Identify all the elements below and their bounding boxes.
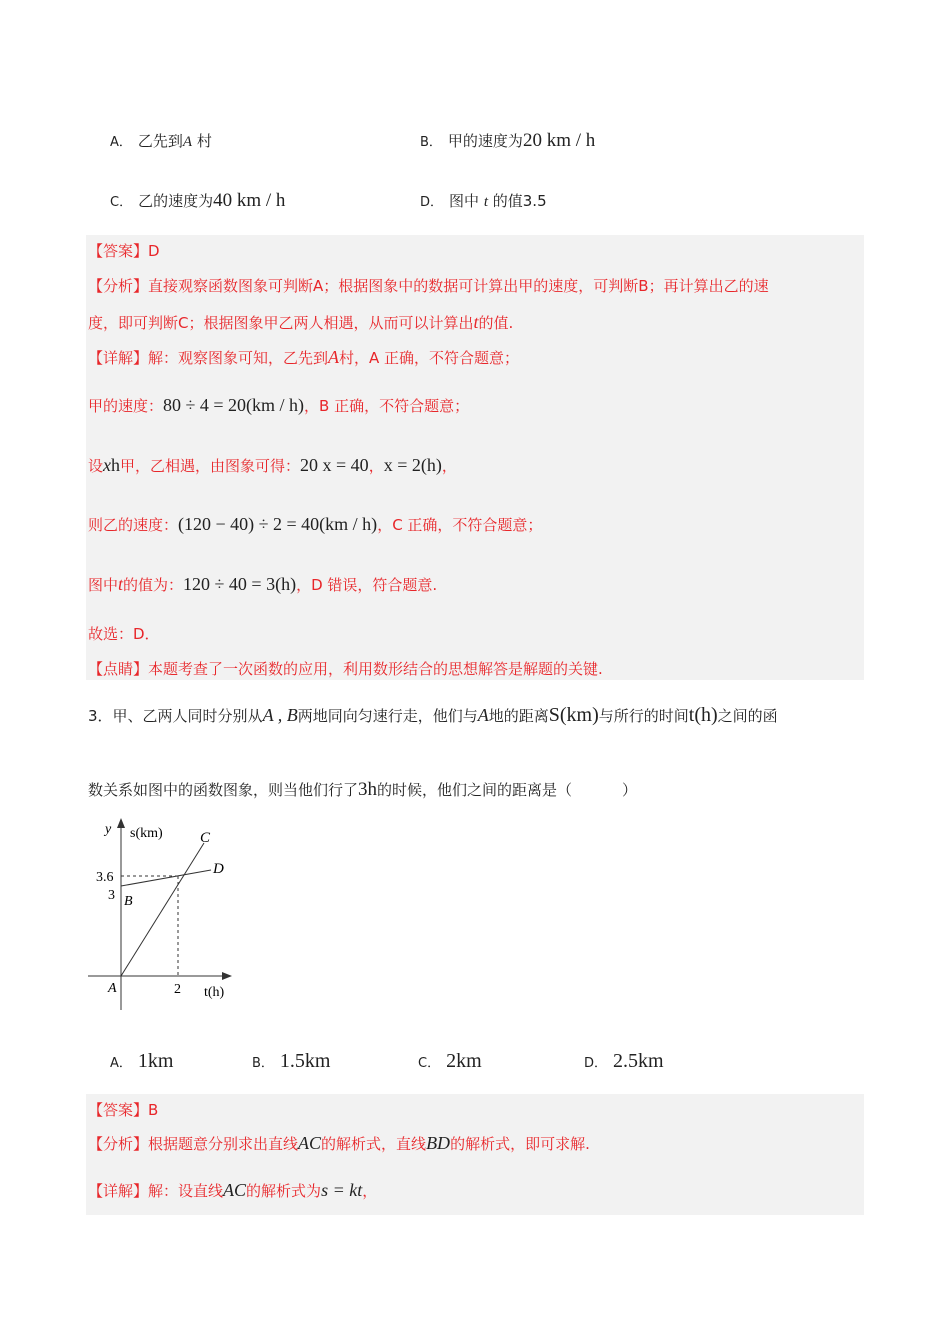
stem-var: A , B [262, 705, 298, 725]
detail-text: 的值为： [123, 576, 184, 594]
analysis-text: 的解析式，即可求解. [450, 1135, 590, 1153]
answer-tag: 【答案】 [88, 242, 149, 260]
detail-tag: 【详解】 [88, 349, 149, 367]
option-c [110, 190, 285, 212]
stem-math: 3h [358, 779, 378, 800]
choice-text: 故选：D． [88, 625, 160, 643]
analysis-var: BD [426, 1133, 451, 1153]
option-label: B． [252, 1056, 274, 1071]
answer-tag: 【答案】 [88, 1101, 149, 1119]
q3-option-d [584, 1050, 664, 1073]
option-label: A． [110, 1056, 132, 1071]
detail-line-3: 设xh甲，乙相遇，由图象可得：20 x = 40，x = 2(h)， [88, 455, 457, 475]
detail-line-1 [88, 347, 519, 368]
option-label: D． [420, 195, 444, 210]
option-math: 40 km / h [213, 190, 286, 211]
detail-text: ，C 正确，不符合题意； [377, 516, 543, 534]
point-a-label: A [108, 981, 117, 996]
detail-text: 甲的速度： [88, 397, 164, 415]
option-label: C． [418, 1056, 441, 1071]
question-number: 3． [88, 707, 113, 725]
option-d [420, 190, 547, 211]
detail-var: AC [223, 1180, 247, 1200]
q3-option-a [110, 1050, 173, 1073]
analysis-tag: 【分析】 [88, 1135, 149, 1153]
detail-text: 村，A 正确，不符合题意； [339, 349, 520, 367]
detail-tag: 【详解】 [88, 1182, 149, 1200]
analysis-text: 的值. [478, 314, 514, 332]
analysis-text: 直接观察函数图象可判断A；根据图象中的数据可计算出甲的速度，可判断B；再计算出乙的速 [148, 277, 769, 295]
detail-math: s = kt [321, 1180, 363, 1200]
option-label: B． [420, 135, 442, 150]
analysis-var: AC [298, 1133, 322, 1153]
q3-analysis-line [88, 1133, 590, 1154]
t-label: t(h) [204, 985, 225, 1000]
analysis-text: 根据题意分别求出直线 [148, 1135, 299, 1153]
option-text: 乙的速度为 [138, 192, 214, 210]
option-b [420, 130, 595, 152]
q3-detail-line [88, 1180, 377, 1201]
detail-line-2 [88, 395, 469, 416]
y-label: y [105, 822, 112, 837]
detail-text: ，B 正确，不符合题意； [304, 397, 470, 415]
detail-text: 则乙的速度： [88, 516, 179, 534]
analysis-text: 的解析式，直线 [321, 1135, 427, 1153]
line-ac [121, 843, 204, 976]
tick-3: 3 [108, 888, 115, 903]
q3-option-c [418, 1050, 482, 1073]
q3-option-b [252, 1050, 330, 1073]
detail-math: x = 2(h) [383, 455, 442, 475]
point-b-label: B [124, 894, 133, 909]
detail-line-4 [88, 514, 542, 535]
stem-text: ） [622, 781, 638, 799]
function-graph [86, 815, 246, 1015]
detail-text: 的解析式为 [246, 1182, 322, 1200]
answer-value: B [148, 1101, 159, 1119]
detail-text: 甲，乙相遇，由图象可得： [120, 457, 301, 475]
option-a [110, 130, 212, 151]
answer-line [88, 240, 160, 261]
stem-text: 数关系如图中的函数图象，则当他们行了 [88, 781, 359, 799]
option-tail: 村 [196, 132, 212, 150]
option-text: 甲的速度为 [447, 132, 523, 150]
point-d-label: D [213, 861, 224, 877]
detail-math: 80 ÷ 4 = 20(km / h) [163, 395, 305, 415]
question-3-stem-1 [88, 704, 778, 727]
detail-var: t [118, 574, 124, 594]
analysis-text: 度，即可判断C；根据图象甲乙两人相遇，从而可以计算出 [88, 314, 474, 332]
tick-2: 2 [174, 982, 181, 997]
stem-text: 的时候，他们之间的距离是（ [377, 781, 573, 799]
option-text: 乙先到 [137, 132, 183, 150]
analysis-tag: 【分析】 [88, 277, 149, 295]
detail-math: x [103, 455, 112, 475]
detail-text: 图中 [88, 576, 119, 594]
answer-value: D [148, 242, 160, 260]
option-math: 1km [137, 1050, 174, 1072]
choice-line [88, 623, 160, 644]
tick-3-6: 3.6 [96, 870, 114, 885]
line-bd [121, 870, 211, 886]
option-label: A． [110, 135, 132, 150]
stem-var: A [477, 705, 489, 725]
detail-math: 120 ÷ 40 = 3(h) [183, 574, 297, 594]
stem-text: 两地同向匀速行走，他们与 [297, 707, 478, 725]
x-axis-arrow [222, 972, 232, 980]
option-tail: 的值3.5 [492, 192, 547, 210]
option-math: 1.5km [279, 1050, 331, 1072]
detail-text: ， [362, 1182, 378, 1200]
option-label: D． [584, 1056, 608, 1071]
option-text: 图中 [449, 192, 480, 210]
detail-math: h [111, 455, 121, 475]
detail-text: ， [441, 457, 457, 475]
stem-text: 之间的函 [717, 707, 778, 725]
detail-math: (120 − 40) ÷ 2 = 40(km / h) [178, 514, 378, 534]
option-math: 20 km / h [522, 130, 596, 151]
detail-text: 解：设直线 [148, 1182, 224, 1200]
option-label: C． [110, 195, 133, 210]
option-math: 2km [446, 1050, 482, 1072]
detail-line-5 [88, 574, 437, 595]
analysis-line-2 [88, 312, 513, 333]
point-c-label: C [200, 830, 211, 846]
point-tag: 【点睛】 [88, 660, 149, 678]
analysis-var: t [473, 312, 479, 332]
detail-var: A [328, 347, 340, 367]
stem-math: t(h) [688, 704, 718, 726]
point-line [88, 658, 603, 679]
stem-text: 与所行的时间 [598, 707, 689, 725]
point-text: 本题考查了一次函数的应用，利用数形结合的思想解答是解题的关键. [148, 660, 603, 678]
stem-math: S(km) [548, 704, 599, 726]
detail-text: 设 [88, 457, 104, 475]
stem-text: 甲、乙两人同时分别从 [112, 707, 263, 725]
y-axis-arrow [117, 818, 125, 828]
option-var: t [483, 194, 488, 210]
analysis-line-1 [88, 275, 769, 296]
s-label: s(km) [130, 826, 163, 841]
detail-text: 解：观察图象可知，乙先到 [148, 349, 329, 367]
q3-answer-line [88, 1099, 158, 1120]
detail-text: ，D 错误，符合题意. [296, 576, 438, 594]
stem-text: 地的距离 [488, 707, 549, 725]
option-math: 2.5km [613, 1050, 664, 1072]
option-var: A [182, 134, 193, 150]
detail-math: 20 x = 40 [300, 455, 369, 475]
question-3-stem-2 [88, 779, 637, 801]
